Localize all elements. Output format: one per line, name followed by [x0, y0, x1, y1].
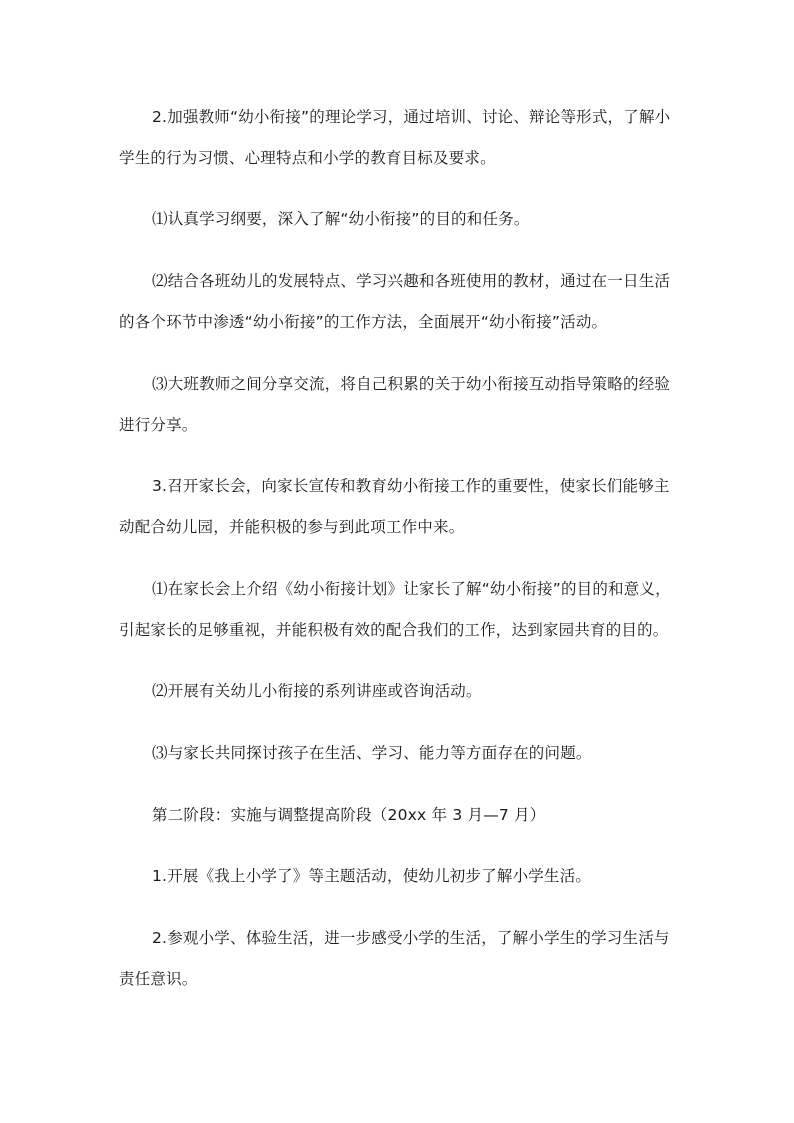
- paragraph-theme-activity: 1.开展《我上小学了》等主题活动，使幼儿初步了解小学生活。: [152, 867, 592, 885]
- paragraph-lecture-series: ⑵开展有关幼儿小衔接的系列讲座或咨询活动。: [152, 682, 482, 700]
- paragraph-parent-meeting: 3.召开家长会，向家长宣传和教育幼小衔接工作的重要性，使家长们能够主动配合幼儿园，并能积极的参与到此项工作中来。: [119, 477, 670, 536]
- section-heading-stage-two: 第二阶段：实施与调整提高阶段（20xx 年 3 月—7 月）: [152, 806, 546, 824]
- paragraph-study-outline: ⑴认真学习纲要，深入了解“幼小衔接”的目的和任务。: [152, 210, 530, 228]
- paragraph-school-visit: 2.参观小学、体验生活，进一步感受小学的生活，了解小学生的学习生活与责任意识。: [119, 929, 670, 988]
- paragraph-teacher-training: 2.加强教师“幼小衔接”的理论学习，通过培训、讨论、辩论等形式，了解小学生的行为习惯、心理特点和小学的教育目标及要求。: [119, 108, 671, 167]
- paragraph-plan-introduction: ⑴在家长会上介绍《幼小衔接计划》让家长了解“幼小衔接”的目的和意义，引起家长的足够重视，并能积极有效的配合我们的工作，达到家园共育的目的。: [119, 580, 671, 639]
- paragraph-teacher-sharing: ⑶大班教师之间分享交流，将自己积累的关于幼小衔接互动指导策略的经验进行分享。: [119, 375, 671, 434]
- paragraph-parent-discussion: ⑶与家长共同探讨孩子在生活、学习、能力等方面存在的问题。: [152, 744, 592, 762]
- paragraph-class-integration: ⑵结合各班幼儿的发展特点、学习兴趣和各班使用的教材，通过在一日生活的各个环节中渗透“幼小衔接”的工作方法，全面展开“幼小衔接”活动。: [119, 272, 671, 331]
